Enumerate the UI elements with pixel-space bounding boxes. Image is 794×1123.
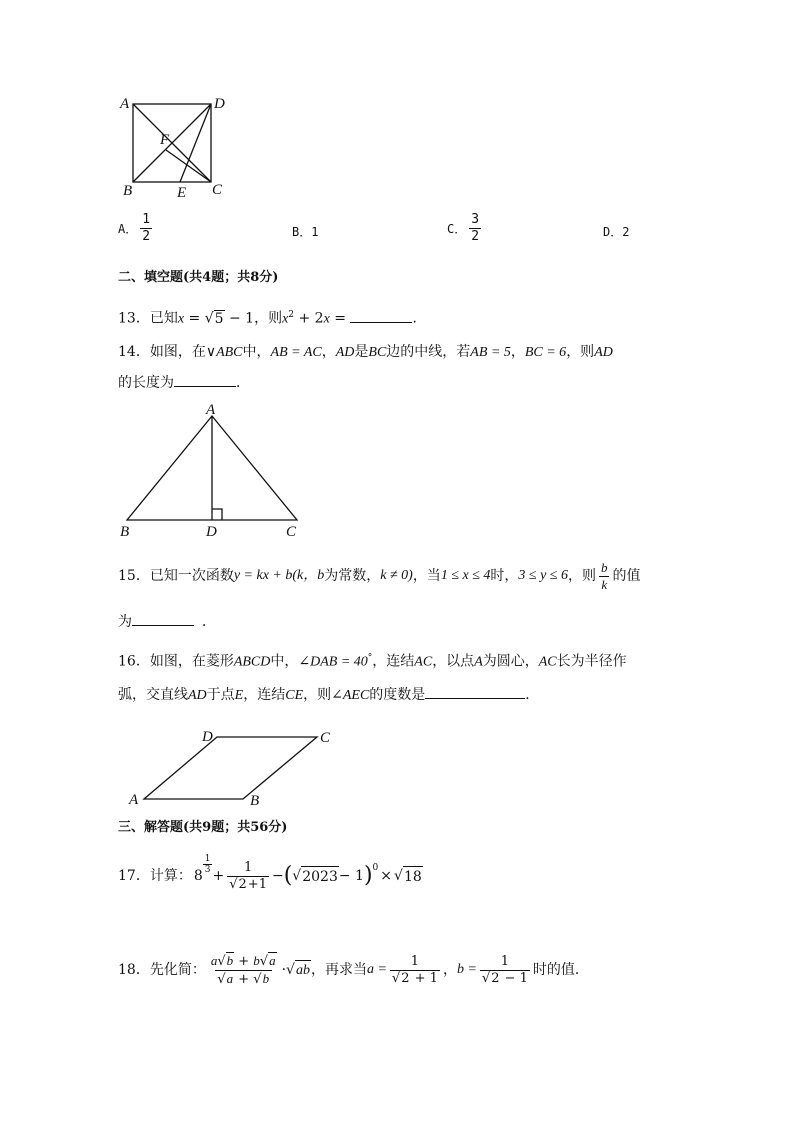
label-b: B: [250, 793, 260, 809]
label-c: C: [212, 182, 223, 198]
option-d: [603, 222, 629, 242]
value-a-fraction: $\frac{1}{√2 + 1}$: [391, 953, 438, 986]
label-a: A: [129, 792, 139, 808]
question-14-line-1: 14．如图，在∨ABC中，AB = AC，AD是BC边的中线，若AB = 5，BC = 6，则AD: [118, 344, 613, 360]
value-b-fraction: $\frac{1}{√2 - 1}$: [481, 953, 528, 986]
option-a: [118, 212, 155, 245]
answer-blank-16[interactable]: [425, 684, 525, 699]
label-c: C: [320, 730, 331, 746]
section-2-title: 二、填空题(共4题；共8分): [118, 270, 279, 285]
label-d: D: [206, 524, 217, 540]
label-a: A: [120, 96, 130, 112]
answer-blank-13[interactable]: [350, 308, 412, 323]
option-c: [447, 212, 484, 245]
question-14-line-2: 的长度为 ．: [118, 372, 250, 393]
label-e: E: [177, 185, 187, 201]
question-15-line-2: 为 ．: [118, 611, 216, 632]
label-d: D: [202, 729, 213, 745]
label-c: C: [286, 524, 297, 540]
label-a: A: [206, 402, 216, 418]
option-c-fraction: $\frac{3}{2}$: [471, 212, 480, 244]
option-d-value: 2: [622, 225, 630, 239]
label-f: F: [160, 132, 170, 148]
answer-blank-15[interactable]: [132, 611, 194, 626]
label-b: B: [120, 524, 130, 540]
option-b-value: 1: [311, 225, 319, 239]
option-a-label: A．: [118, 221, 138, 236]
question-15-line-1: 15． 已知一次函数 y = kx + b(k，b 为常数， k ≠ 0) ，当 1 ≤ x ≤ 4 时， 3 ≤ y ≤ 6 ，则 $\frac{b}{k}$ 的值: [118, 559, 641, 592]
fraction-1-over-root2-plus-1: $\frac{1}{√2+1}$: [229, 859, 267, 892]
segment-fc: [166, 150, 211, 182]
question-17: 17． 计算： 8 $\frac{1}{3}$ + $\frac{1}{√2+1}$ − ( √ 2023 − 1 ) $^0$ × √ 18: [118, 853, 422, 892]
exponent-fraction: $\frac{1}{3}$: [204, 853, 211, 875]
option-c-label: C．: [447, 221, 467, 236]
question-13: 13．已知x = √5 − 1，则$x^2 + 2x$ = ．: [118, 305, 426, 330]
answer-blank-14[interactable]: [174, 372, 236, 387]
rhombus-abcd: [144, 737, 317, 799]
figure-q12-square: [118, 93, 230, 203]
question-18: 18． 先化简： $\frac{a√b + b√a}{√a + √b}$ · √ ab ，再求当 a = $\frac{1}{√2 + 1}$ ， b = $\frac{1}{√2 - 1}$ 时的值．: [118, 952, 589, 987]
option-b: [292, 222, 318, 242]
option-a-fraction: $\frac{1}{2}$: [142, 212, 151, 244]
option-d-label: D．: [603, 225, 623, 239]
question-16-line-1: 16．如图，在菱形ABCD中，∠DAB = 40°，连结AC，以点A为圆心，AC长为半径作: [118, 653, 627, 670]
label-b: B: [123, 183, 133, 199]
question-16-line-2: 弧，交直线AD于点E，连结CE，则∠AEC的度数是 ．: [118, 684, 539, 706]
figure-q14-triangle: [112, 398, 312, 540]
option-b-label: B．: [292, 225, 312, 239]
label-d: D: [214, 96, 225, 112]
right-angle-mark: [212, 509, 222, 520]
simplify-fraction: $\frac{a√b + b√a}{√a + √b}$: [210, 952, 276, 987]
section-3-title: 三、解答题(共9题；共56分): [118, 820, 288, 835]
fraction-b-over-k: $\frac{b}{k}$: [601, 559, 608, 592]
figure-q16-rhombus: [122, 724, 342, 812]
